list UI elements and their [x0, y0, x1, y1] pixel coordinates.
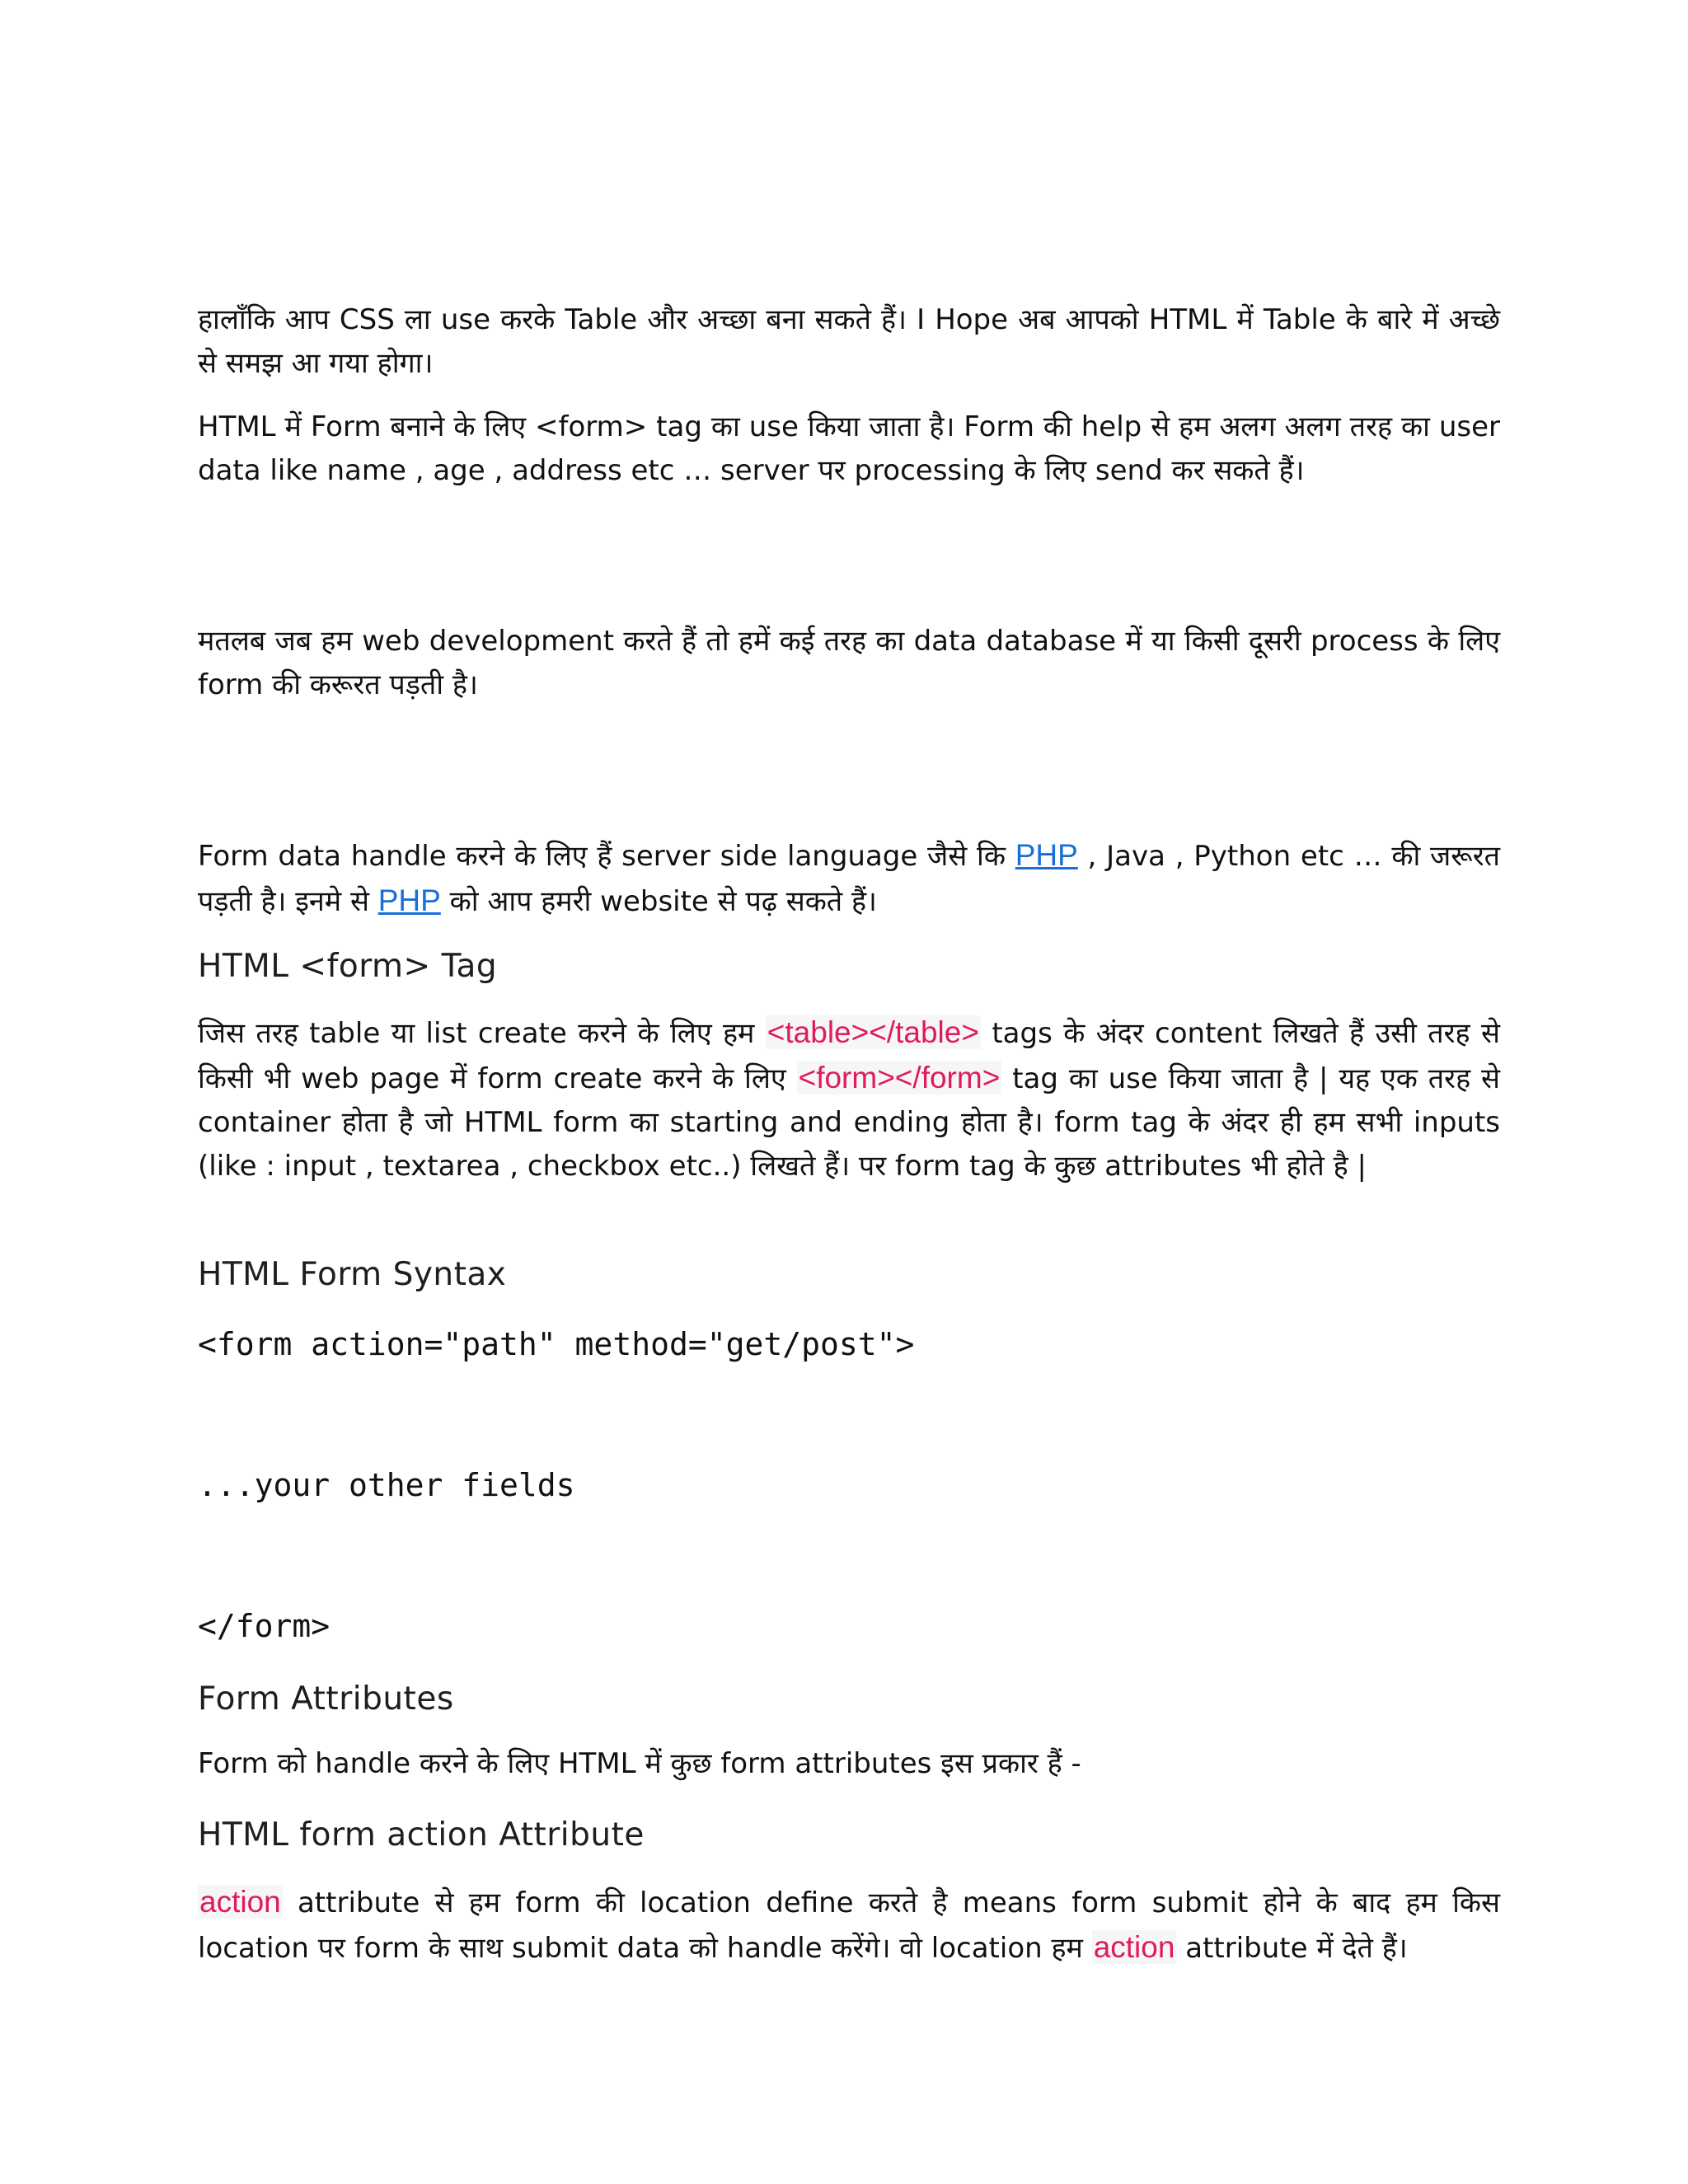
heading-form-tag: HTML <form> Tag: [198, 948, 498, 985]
php-link[interactable]: PHP: [377, 883, 441, 917]
paragraph-text: attribute से हम form की location define करते है means form submit होने के बाद हम किस location पर form के साथ submit data को handle करेंगे। वो location हम: [198, 1886, 1500, 1965]
code-line-form-close: </form>: [198, 1608, 331, 1644]
php-link[interactable]: PHP: [1015, 838, 1078, 872]
paragraph-table-conclusion: हालाँकि आप CSS ला use करके Table और अच्छा बना सकते हैं। I Hope अब आपको HTML में Table के बारे में अच्छे से समझ आ गया होगा।: [198, 303, 1500, 380]
heading-form-syntax: HTML Form Syntax: [198, 1256, 507, 1293]
paragraph-form-purpose: मतलब जब हम web development करते हैं तो हमें कई तरह का data database में या किसी दूसरी process के लिए form की करूरत पड़ती है।: [198, 625, 1500, 701]
paragraph-server-side: [198, 833, 1500, 924]
paragraph-action-attribute: [198, 1880, 1500, 1971]
paragraph-text: जिस तरह table या list create करने के लिए हम: [198, 1017, 766, 1050]
paragraph-text: tags के अंदर content लिखते हैं उसी तरह से किसी भी web page में form create करने के लिए: [198, 1017, 1500, 1095]
inline-code-table: <table></table>: [767, 1015, 979, 1049]
paragraph-form-intro: HTML में Form बनाने के लिए <form> tag का use किया जाता है। Form की help से हम अलग अलग तरह का user data like name , age , address etc … server पर processing के लिए send कर सकते हैं।: [198, 410, 1500, 487]
paragraph-text: attribute में देते हैं।: [1176, 1932, 1408, 1965]
code-line-other-fields: ...your other fields: [198, 1467, 575, 1503]
inline-code-action: action: [1093, 1930, 1175, 1964]
inline-code-form: <form></form>: [798, 1061, 1001, 1094]
inline-code-action: action: [199, 1885, 281, 1919]
heading-form-attributes: Form Attributes: [198, 1680, 454, 1718]
paragraph-text: tag का use किया जाता है | यह एक तरह से container होता है जो HTML form का starting and ending होता है। form tag के अंदर ही हम सभी inputs (like : input , textarea , checkbox etc..) लिखते हैं। पर form tag के कुछ attributes भी होते है |: [198, 1062, 1500, 1183]
paragraph-text: Form data handle करने के लिए हैं server side language जैसे कि: [198, 840, 1015, 873]
code-line-form-open: <form action="path" method="get/post">: [198, 1326, 915, 1362]
paragraph-form-tag-description: [198, 1010, 1500, 1188]
paragraph-form-attributes: Form को handle करने के लिए HTML में कुछ form attributes इस प्रकार हैं -: [198, 1747, 1081, 1780]
paragraph-text: , Java , Python etc … की जरूरत पड़ती है। इनमे से: [198, 840, 1500, 918]
heading-action-attribute: HTML form action Attribute: [198, 1816, 645, 1854]
paragraph-text: को आप हमरी website से पढ़ सकते हैं।: [440, 885, 877, 918]
